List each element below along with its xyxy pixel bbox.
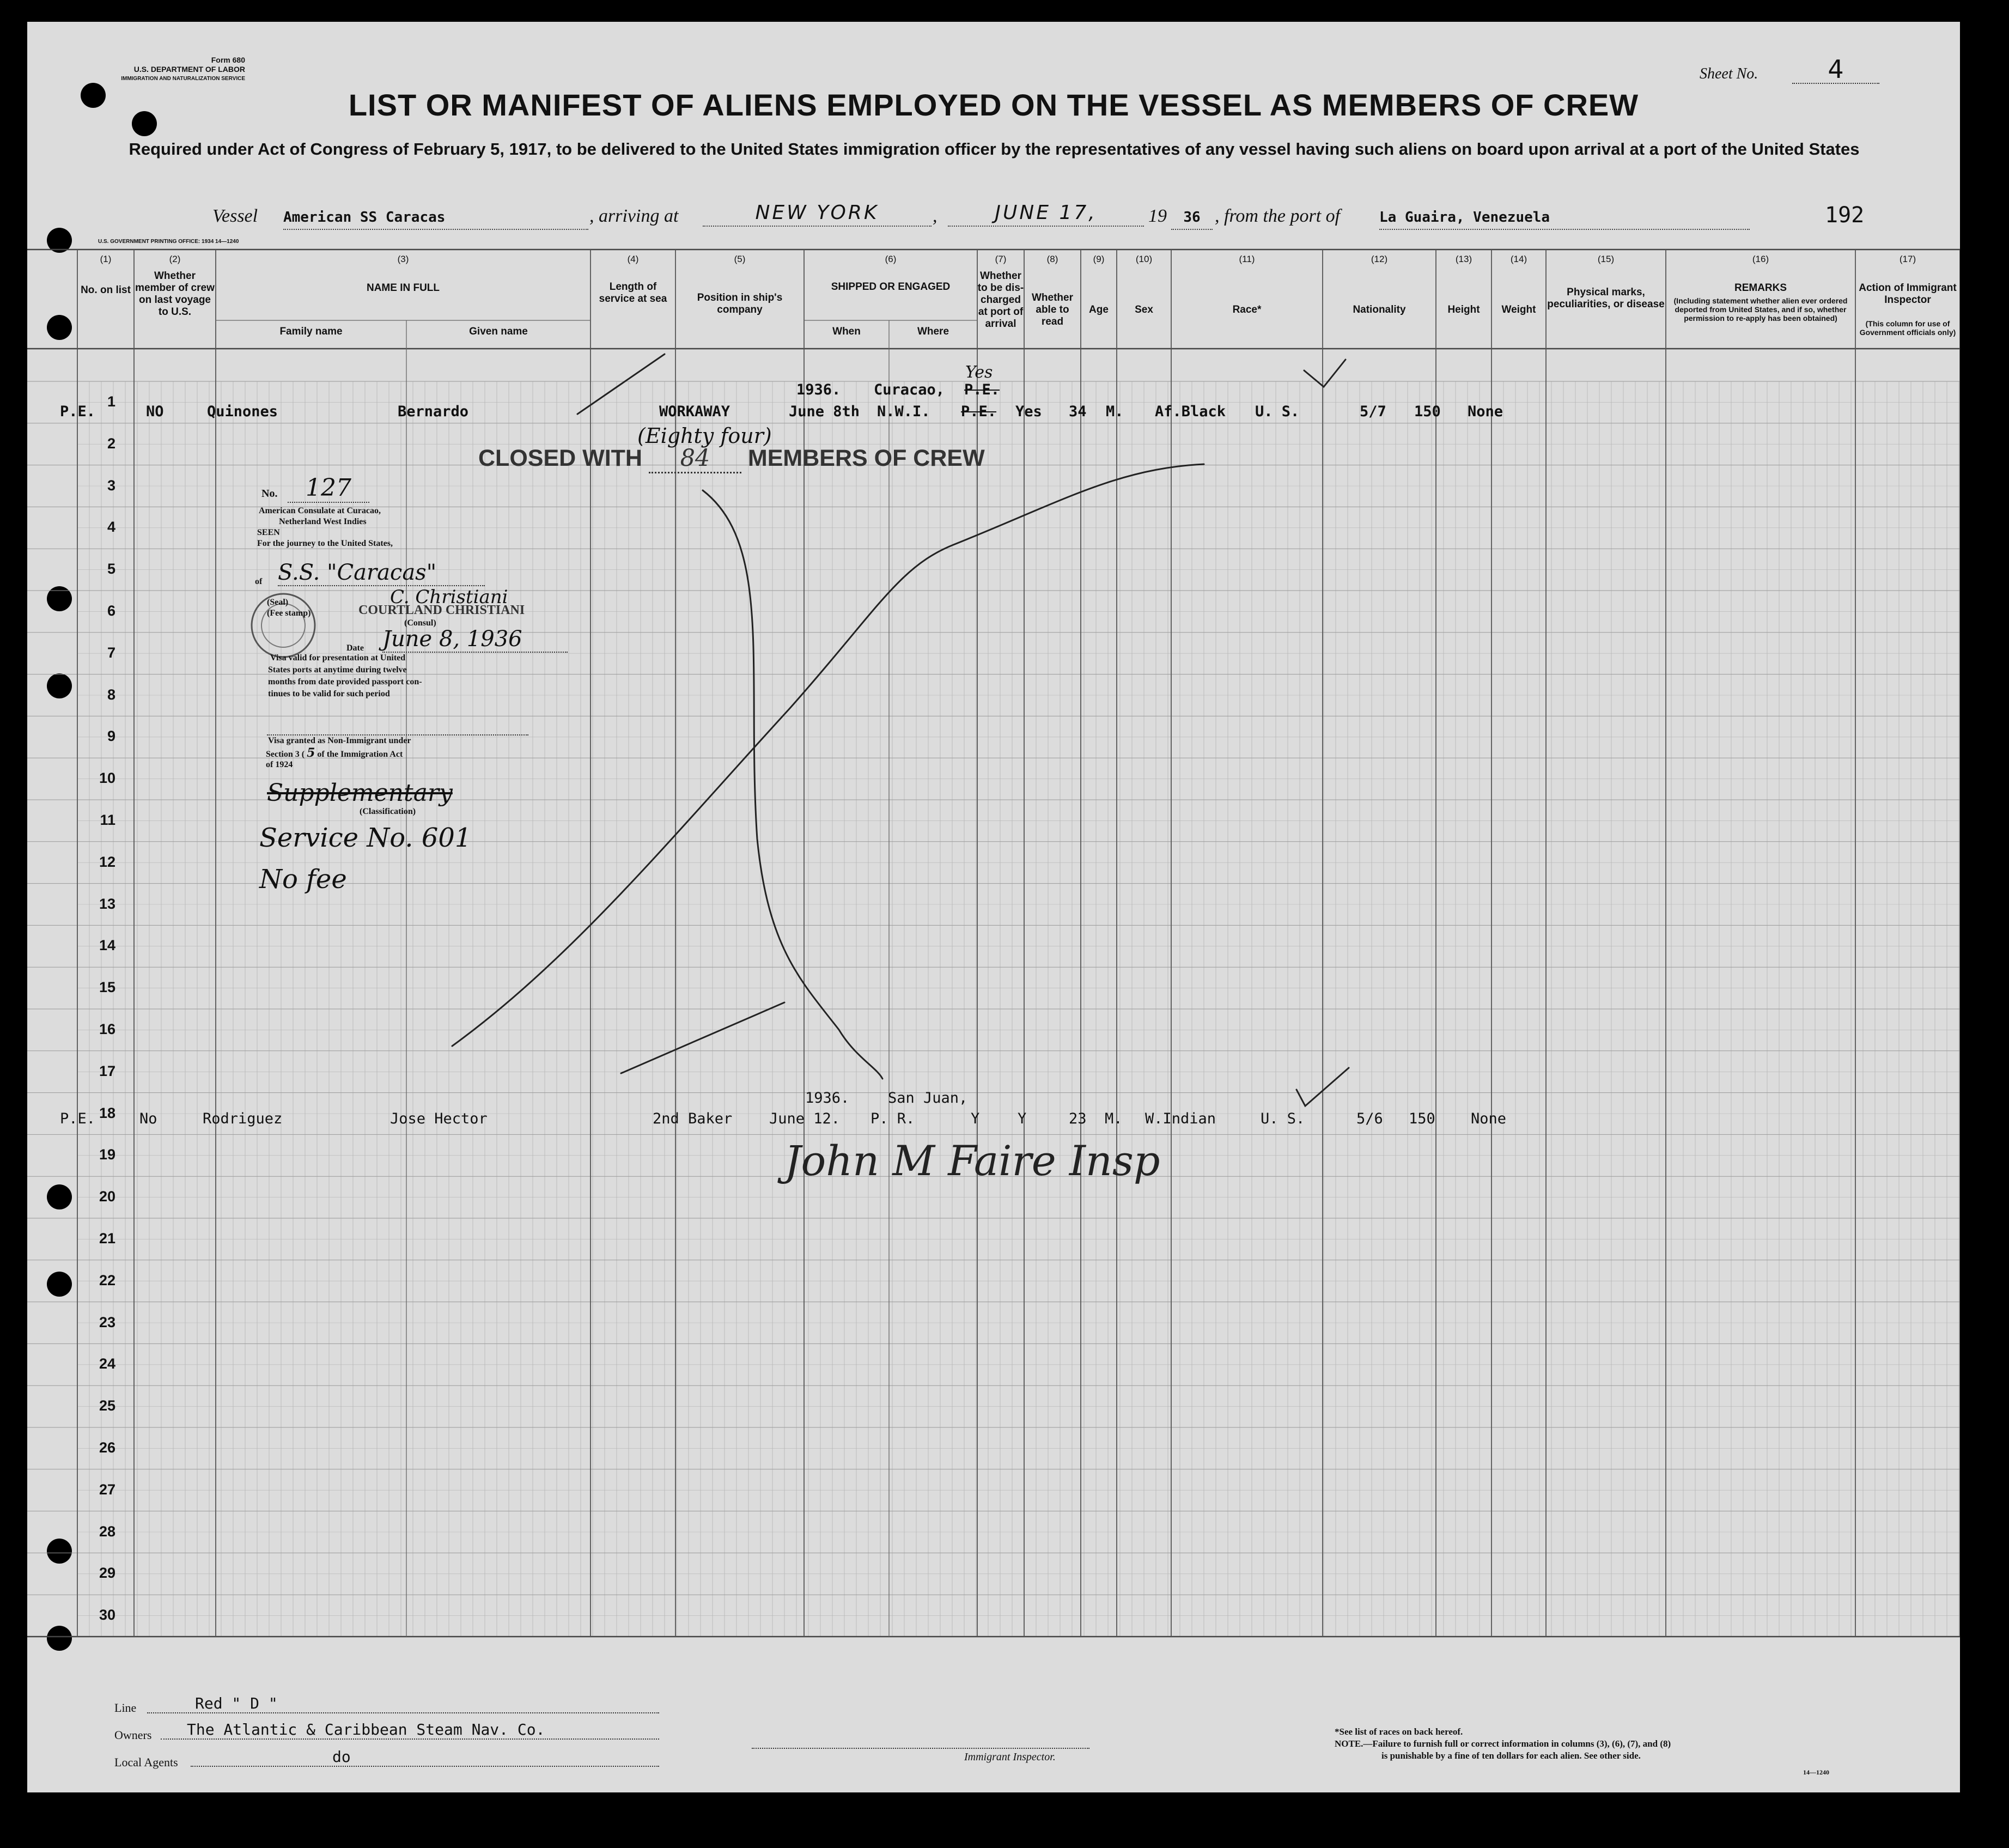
column-number: (17) [1899,254,1916,264]
column-head-position: Position in ship's company [697,292,783,315]
column-head-remarks: REMARKS [1734,282,1787,294]
entry-18-last-voyage: No [139,1110,157,1127]
arrival-year: 36 [1171,209,1213,230]
closed-stamp [478,445,985,473]
footer-inspector-label: Immigrant Inspector. [964,1751,1056,1763]
visa-validity-4: tinues to be valid for such period [268,689,390,698]
page-subtitle: Required under Act of Congress of February 5, 1917, to be delivered to the United States immigration officer by the representatives of any vessel having such aliens on board upon arrival at a port of the United States [129,139,1860,159]
consul-name: COURTLAND CHRISTIANI [358,603,525,617]
row-number: 14 [99,937,115,954]
column-head-able-to-read: Whether able to read [1032,292,1073,327]
entry-1-discharged-struck-2: P.E. [961,403,997,420]
visa-classification-label: (Classification) [360,807,416,816]
form-number: Form 680 [211,56,245,64]
footer-note-3: is punishable by a fine of ten dollars for each alien. See other side. [1381,1750,1641,1761]
entry-1-when-year: 1936. [796,381,841,398]
row-number: 7 [107,644,115,661]
consulate-date: June 8, 1936 [382,627,568,653]
entry-18-position: 2nd Baker [653,1110,733,1127]
action-note: (This column for use of Government officials only) [1859,319,1956,337]
row-number: 9 [107,728,115,745]
entry-1-where-line2: N.W.I. [877,403,930,420]
entry-1-weight: 150 [1414,403,1441,420]
column-head-race: Race* [1232,304,1262,315]
sheet-number: 4 [1792,54,1879,84]
row-number: 1 [107,393,115,410]
consulate-fee-stamp: (Fee stamp) [267,609,311,618]
entry-18-where-line1: San Juan, [888,1090,968,1107]
page-number: 192 [1825,203,1865,228]
row-number: 13 [99,895,115,912]
row-number: 15 [99,979,115,996]
row-number: 21 [99,1230,115,1247]
row-number: 25 [99,1397,115,1414]
consulate-seal: (Seal) [267,598,289,607]
comma-separator: , [933,206,937,226]
subhead-family-name: Family name [279,326,343,337]
subhead-given-name: Given name [469,326,528,337]
entry-18-when-year: 1936. [805,1090,850,1107]
row-number: 5 [107,561,115,578]
entry-1-last-voyage: NO [146,403,164,420]
column-head-shipped: SHIPPED OR ENGAGED [831,281,951,293]
entry-1-family-name: Quinones [207,403,278,420]
entry-18-read: Y [1018,1110,1027,1127]
entry-1-nationality: U. S. [1255,403,1300,420]
manifest-page [27,22,1960,1792]
column-head-name: NAME IN FULL [366,282,440,294]
visa-validity-2: States ports at anytime during twelve [268,665,407,674]
row-number: 4 [107,519,115,536]
column-number: (9) [1093,254,1105,264]
column-head-last-voyage: Whether member of crew on last voyage to U.S. [135,270,215,318]
inspector-signature: John M Faire Insp [784,1136,1160,1185]
closed-stamp-count: 84 [649,445,741,473]
row-number: 8 [107,686,115,703]
column-number: (13) [1455,254,1472,264]
strike-line [703,490,882,1079]
column-number: (16) [1752,254,1769,264]
visa-granted-1: Visa granted as Non-Immigrant under [268,736,411,745]
entry-18-marks: None [1471,1110,1507,1127]
entry-18-when: June 12. [769,1110,841,1127]
entry-1-where-line1: Curacao, [874,381,945,398]
entry-18-marker: P.E. [60,1110,96,1127]
entry-18-family-name: Rodriguez [203,1110,283,1127]
visa-validity-3: months from date provided passport con- [268,677,422,686]
column-head-physical-marks: Physical marks, peculiarities, or disease [1547,287,1665,310]
row-number: 16 [99,1021,115,1037]
department-name: U.S. DEPARTMENT OF LABOR [133,65,245,74]
entry-18-race: W.Indian [1145,1110,1216,1127]
arrival-date: JUNE 17, [948,202,1144,227]
column-head-height: Height [1447,304,1480,315]
visa-act: of the Immigration Act [317,750,403,759]
footer-agents-label: Local Agents [114,1755,178,1769]
entry-1-discharged: Yes [965,363,993,382]
inspector-signature-line [752,1748,1089,1749]
arriving-label: , arriving at [589,206,679,226]
row-number: 29 [99,1565,115,1582]
column-number: (6) [885,254,897,264]
row-number: 19 [99,1146,115,1163]
column-number: (5) [734,254,746,264]
visa-validity-1: Visa valid for presentation at United [270,653,406,662]
year-prefix: 19 [1148,206,1167,226]
column-number: (11) [1239,254,1255,264]
entry-1-position: WORKAWAY [659,403,730,420]
footer-agents-value: do [191,1748,659,1767]
entry-1-marks: None [1468,403,1503,420]
entry-1-marker: P.E. [60,403,96,420]
column-number: (1) [100,254,112,264]
entry-18-nationality: U. S. [1261,1110,1305,1127]
consulate-line2: Netherland West Indies [279,517,367,526]
page-title: LIST OR MANIFEST OF ALIENS EMPLOYED ON THE VESSEL AS MEMBERS OF CREW [348,88,1639,122]
footer-line-value: Red " D " [147,1694,659,1713]
column-number: (7) [995,254,1007,264]
row-number: 22 [99,1272,115,1288]
visa-section: Section 3 ( [266,750,305,759]
remarks-note: (Including statement whether alien ever ordered deported from United States, and if so, whether permission to re-apply has been obtained) [1673,296,1848,323]
consul-signature: C. Christiani [390,586,508,608]
consulate-seen: SEEN [257,528,280,537]
from-port-label: , from the port of [1215,206,1341,226]
column-head-action: Action of Immigrant Inspector [1859,282,1957,306]
footer-note-1: *See list of races on back hereof. [1335,1727,1463,1737]
column-head-age: Age [1089,304,1109,315]
row-number: 24 [99,1355,115,1372]
column-head-sex: Sex [1135,304,1153,315]
closed-stamp-left: CLOSED WITH [478,445,642,471]
form-number-block [82,56,245,83]
sheet-label: Sheet No. [1700,65,1758,82]
row-number: 3 [107,477,115,494]
row-number: 18 [99,1104,115,1121]
row-number: 27 [99,1481,115,1498]
row-number: 17 [99,1062,115,1079]
closed-stamp-handwritten: (Eighty four) [637,424,772,448]
row-number: 30 [99,1607,115,1624]
row-number: 28 [99,1523,115,1540]
entry-1-given-name: Bernardo [398,403,469,420]
visa-classification-hand: Supplementary [267,779,453,807]
footer-owners-value: The Atlantic & Caribbean Steam Nav. Co. [161,1721,659,1740]
row-number: 2 [107,435,115,452]
service-name: IMMIGRATION AND NATURALIZATION SERVICE [121,76,245,82]
column-number: (8) [1046,254,1058,264]
row-number: 20 [99,1188,115,1205]
entry-18-discharged: Y [971,1110,980,1127]
column-number: (3) [397,254,409,264]
vessel-label: Vessel [212,206,258,226]
printing-office: U.S. GOVERNMENT PRINTING OFFICE: 1934 14—1240 [98,239,239,245]
footer-line-label: Line [114,1701,137,1715]
consular-number: 127 [288,474,369,503]
consulate-vessel: S.S. "Caracas" [278,560,485,586]
consulate-of: of [255,577,263,586]
subhead-when: When [832,326,861,337]
footer-code: 14—1240 [1803,1768,1829,1776]
strike-line [621,1002,784,1073]
entry-18-height: 5/6 [1356,1110,1383,1127]
row-number: 6 [107,603,115,619]
consulate-journey: For the journey to the United States, [257,539,393,548]
arrival-port: NEW YORK [703,202,932,227]
column-number: (4) [627,254,639,264]
row-number: 23 [99,1314,115,1330]
check-mark [1304,360,1346,387]
visa-granted-2 [266,747,403,760]
column-number: (14) [1510,254,1527,264]
column-number: (15) [1597,254,1615,264]
visa-fee: No fee [259,864,347,895]
column-number: (2) [169,254,181,264]
vessel-name: American SS Caracas [283,209,588,230]
closed-stamp-right: MEMBERS OF CREW [747,445,985,471]
column-number: (10) [1135,254,1153,264]
subhead-where: Where [917,326,949,337]
column-head-no-on-list: No. on list [81,284,131,296]
entry-18-where-line2: P. R. [870,1110,915,1127]
column-head-weight: Weight [1501,304,1536,315]
column-number: (12) [1371,254,1388,264]
entry-18-given-name: Jose Hector [390,1110,488,1127]
column-head-nationality: Nationality [1353,304,1406,315]
departure-port: La Guaira, Venezuela [1379,209,1750,230]
visa-service-number: Service No. 601 [259,823,472,853]
consul-title: (Consul) [404,618,436,628]
consulate-line1: American Consulate at Curacao, [259,506,381,515]
entry-1-when: June 8th [789,403,860,420]
column-head-discharged: Whether to be dis-charged at port of arrival [977,270,1024,330]
row-number: 11 [100,812,115,828]
entry-1-sex: M. [1106,403,1124,420]
entry-1-discharged-struck: P.E. [964,381,1000,398]
column-head-length-of-service: Length of service at sea [599,281,667,305]
entry-1-race: Af.Black [1155,403,1226,420]
entry-18-weight: 150 [1409,1110,1435,1127]
entry-1-age: 34 [1069,403,1087,420]
visa-granted-3: of 1924 [266,760,293,769]
entry-1-height: 5/7 [1360,403,1386,420]
entry-1-read: Yes [1015,403,1042,420]
consular-no-label: No. [261,488,278,500]
consulate-date-label: Date [346,643,364,653]
visa-section-number: 5 [307,746,315,760]
footer-owners-label: Owners [114,1728,152,1742]
row-number: 12 [99,853,115,870]
row-number: 26 [99,1439,115,1456]
footer-note-2: NOTE.—Failure to furnish full or correct information in columns (3), (6), (7), and (8) [1335,1738,1671,1749]
strike-line [452,464,1204,1046]
entry-18-sex: M. [1105,1110,1123,1127]
entry-18-age: 23 [1069,1110,1087,1127]
row-number: 10 [99,770,115,787]
